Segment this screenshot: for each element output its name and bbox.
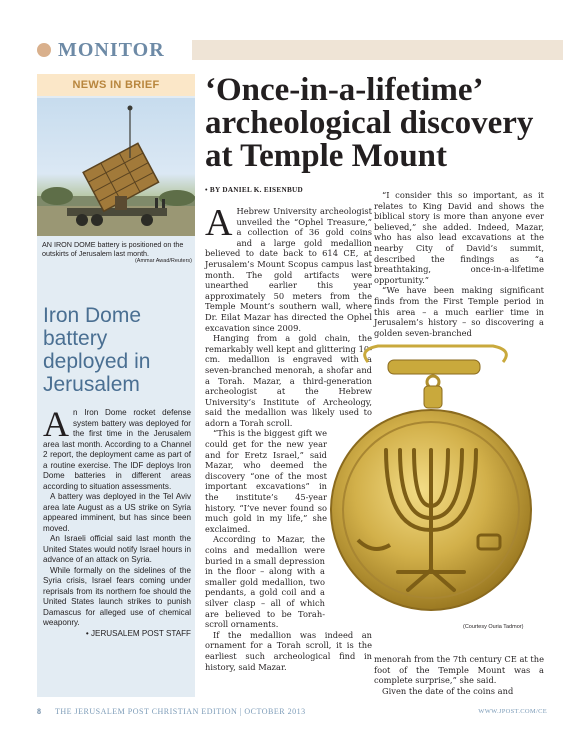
gold-menorah-medallion-icon: [328, 340, 533, 622]
sidebar-signoff: • JERUSALEM POST STAFF: [85, 628, 191, 638]
photo-caption: [42, 240, 192, 265]
article-column-2: [374, 190, 544, 338]
article-paragraph: Hanging from a gold chain, the remarkably well kept and glittering 10-cm. medallion is engraved with a seven-branched menorah, a shofar and a Torah. Mazar, a third-generation archeologist at the Hebrew University’s Institute of Archeology, said the medallion was likely used to adorn a Torah scroll.: [205, 333, 372, 428]
photo-credit: (Ammar Awad/Reuters): [134, 258, 192, 264]
sidebar-paragraph: An Iron Dome rocket defense system battery was deployed for the first time in the Jerusalem area last month. According to a Channel 2 report, the deployment came as part of a routine exercise. The IDF deploys Iron Dome batteries in different areas according to situation assessments.: [43, 404, 191, 491]
gold-medallion-photo: [328, 340, 533, 622]
section-header: [37, 38, 563, 62]
article-dropcap: A: [205, 202, 233, 244]
news-in-brief-sidebar: [37, 74, 195, 697]
sidebar-paragraph: An Israeli official said last month the United States would notify Israel hours in advance of an attack on Syria.: [43, 534, 191, 564]
section-rule: [192, 40, 563, 60]
medallion-photo-credit: (Courtesy Ouria Tadmor): [463, 624, 524, 630]
article-paragraph: A Hebrew University archeologist unveiled the “Ophel Treasure,” a collection of 36 gold coins and a large gold medallion believed to date back to 614 CE, at Jerusalem’s Mount Scopus campus last month. The gold artifacts were unearthed earlier this year approximately 50 meters from the Temple Mount’s southern wall, where Dr. Eilat Mazar has directed the Ophel excavation since 2009.: [205, 202, 372, 333]
sidebar-headline: Iron Dome battery deployed in Jerusalem: [43, 304, 151, 396]
publication-line: THE JERUSALEM POST CHRISTIAN EDITION | OCTOBER 2013: [55, 707, 306, 716]
sidebar-body: [43, 404, 191, 639]
footer-url[interactable]: WWW.JPOST.COM/CE: [478, 708, 547, 715]
article-byline: • BY DANIEL K. EISENBUD: [205, 186, 304, 194]
article-headline: ‘Once-in-a-lifetime’ archeological discovery at Temple Mount: [205, 72, 534, 174]
article-paragraph: If the medallion was indeed an ornament for a Torah scroll, it is the earliest such archeological find in history, said Mazar.: [205, 629, 372, 672]
article-paragraph: menorah from the 7th century CE at the foot of the Temple Mount was a complete surprise,” she said.: [374, 654, 544, 686]
sidebar-kicker: NEWS IN BRIEF: [37, 74, 195, 96]
section-bullet-icon: [37, 43, 51, 57]
article-column-2-continued: [374, 654, 544, 696]
sidebar-paragraph: While formally on the sidelines of the Syria crisis, Israel fears coming under reprisals from its northern foe should the United States launch strikes to punish Damascus for alleged use of chemical weaponry.: [43, 565, 191, 627]
article-paragraph: “This is the biggest gift we could get for the new year and for Eretz Israel,” said Mazar, who deemed the discovery “one of the most important excavations” in the institute’s 45-year history. “I’ve never found so much gold in my life,” she exclaimed.: [205, 428, 327, 534]
page-number: 8: [37, 707, 41, 716]
page-footer: [37, 706, 547, 718]
article-paragraph: “We have been making significant finds from the First Temple period in this area – a much earlier time in Jerusalem’s history – so discovering a golden seven-branched: [374, 285, 544, 338]
sidebar-paragraph: A battery was deployed in the Tel Aviv area late August as a US strike on Syria appeared imminent, but has since been moved.: [43, 492, 191, 533]
sidebar-dropcap: A: [43, 404, 69, 444]
iron-dome-photo: [37, 98, 195, 236]
article-paragraph: “I consider this so important, as it relates to King David and shows the biblical story is more than anyone ever believed,” she added. Indeed, Mazar, who has also lead excavations at the nearby City of David’s summit, described the findings as “a breathtaking, once-in-a-lifetime opportunity.”: [374, 190, 544, 285]
article-paragraph: According to Mazar, the coins and medallion were buried in a small depression in the floor – along with a smaller gold medallion, two pendants, a gold coil and a silver clasp – all of which are believed to be Torah-scroll ornaments.: [205, 534, 325, 630]
iron-dome-launcher-icon: [37, 98, 195, 236]
section-label: MONITOR: [58, 39, 165, 61]
article-paragraph: Given the date of the coins and: [382, 685, 514, 696]
caption-text: AN IRON DOME battery is positioned on the outskirts of Jerusalem last month.: [42, 240, 184, 258]
